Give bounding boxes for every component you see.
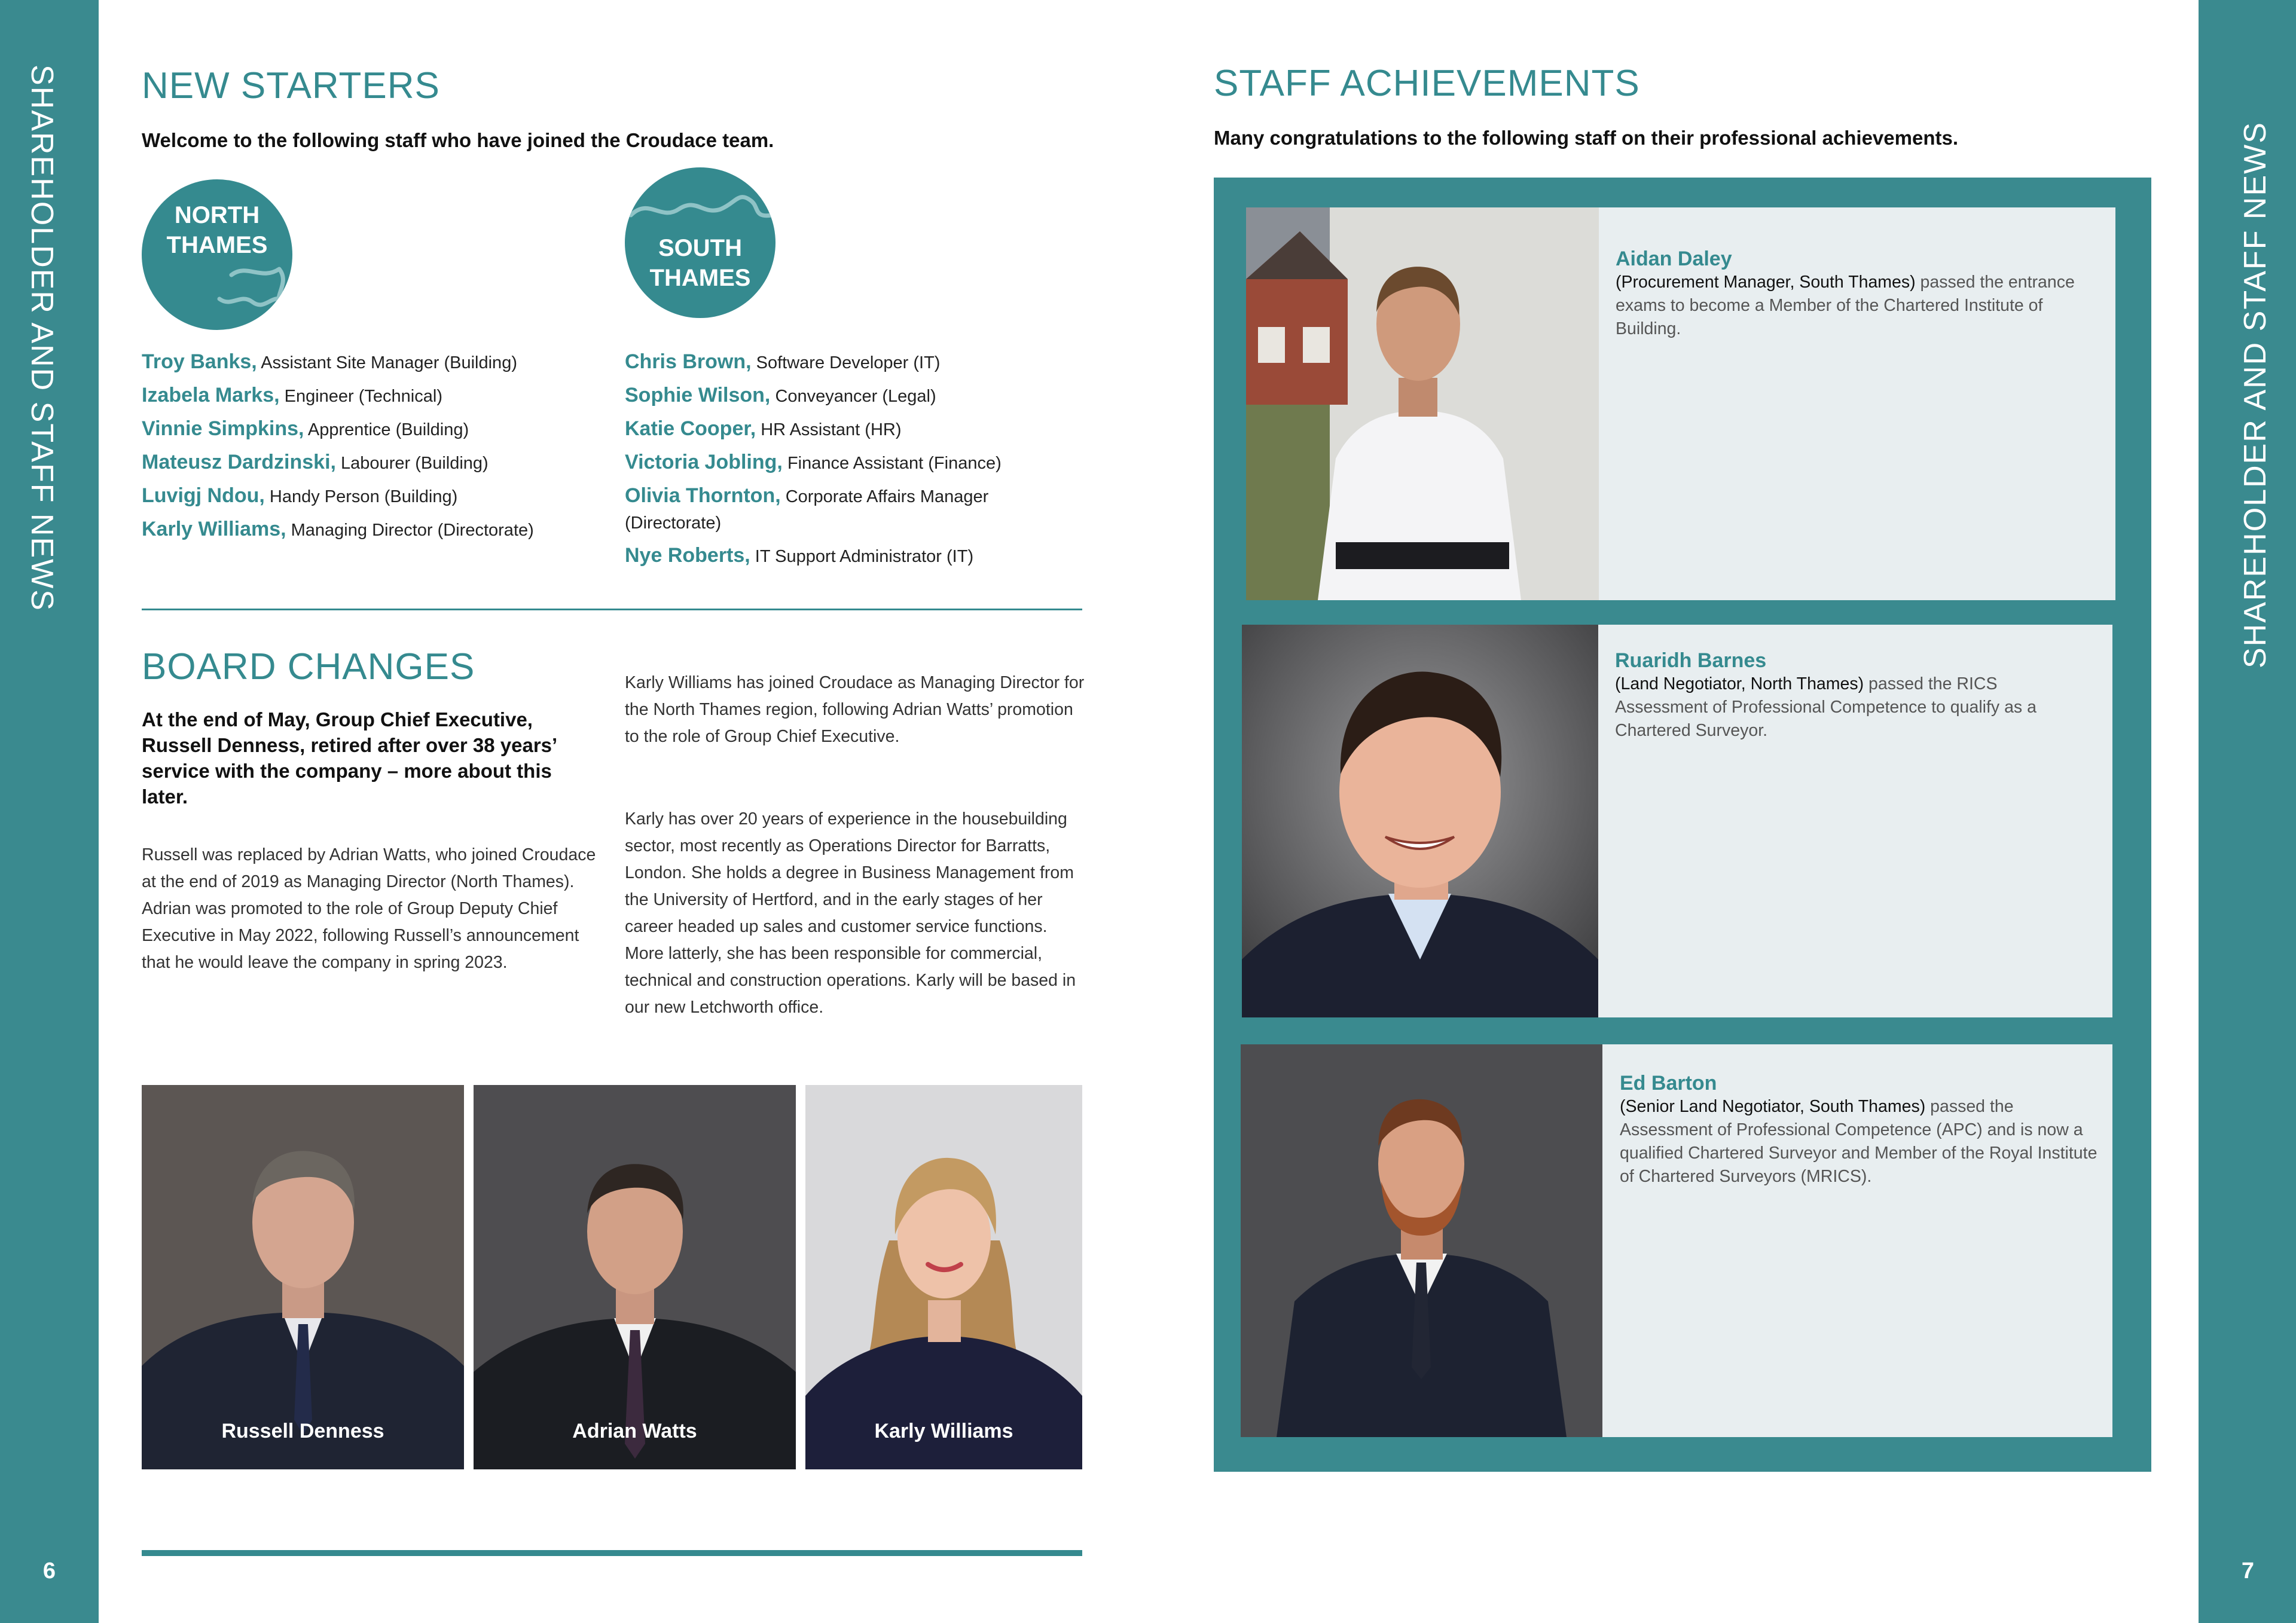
board-changes-paragraph-right-2: Karly has over 20 years of experience in the housebuilding sector, most recently as Operations Director for Barratts, London. She holds a degree in Business Management from the University of Hertford, and in the early stages of her career headed up sales and customer service functions. More latterly, she has been responsible for commercial, technical and construction operations. Karly will be based in our new Letchworth office. (625, 809, 1076, 1017)
achievement-text-ruaridh-barnes: Ruaridh Barnes (Land Negotiator, North Thames) passed the RICS Assessment of Professional Competence to qualify as a Chartered Surveyor. (1615, 649, 2093, 742)
north-badge-line-2: THAMES (166, 232, 268, 258)
photo-ruaridh-barnes (1242, 625, 1598, 1017)
portrait-man-icon (1242, 625, 1598, 1017)
right-side-band (2199, 0, 2296, 1623)
list-item: Karly Williams, Managing Director (Directorate) (142, 518, 534, 540)
caption-adrian-watts: Adrian Watts (572, 1420, 697, 1442)
list-item: Victoria Jobling, Finance Assistant (Finance) (625, 451, 1002, 473)
list-item: Izabela Marks, Engineer (Technical) (142, 384, 442, 406)
right-band-title: SHAREHOLDER AND STAFF NEWS (2238, 121, 2273, 668)
north-thames-badge (142, 179, 292, 330)
achievement-card-ed-barton (1241, 1044, 2112, 1437)
caption-russell-denness: Russell Denness (221, 1420, 384, 1442)
list-item: Nye Roberts, IT Support Administrator (IT) (625, 544, 974, 567)
photo-karly-williams (805, 1085, 1082, 1469)
photo-ed-barton (1241, 1044, 1602, 1437)
page-number-right: 7 (2241, 1558, 2255, 1584)
list-item: Vinnie Simpkins, Apprentice (Building) (142, 417, 469, 440)
list-item: Troy Banks, Assistant Site Manager (Building) (142, 350, 517, 373)
board-changes-paragraph-left: Russell was replaced by Adrian Watts, who joined Croudace at the end of 2019 as Managing Director (North Thames). Adrian was promoted to the role of Group Deputy Chief Executive in May 2022, following Russell’s announcement that he would leave the company in spring 2023. (142, 845, 596, 972)
achievement-name: Aidan Daley (1616, 247, 1732, 270)
board-changes-heading: BOARD CHANGES (142, 646, 475, 687)
list-item: Sophie Wilson, Conveyancer (Legal) (625, 384, 936, 406)
list-item: Katie Cooper, HR Assistant (HR) (625, 417, 902, 440)
south-badge-line-1: SOUTH (658, 235, 742, 261)
list-item: Mateusz Dardzinski, Labourer (Building) (142, 451, 488, 473)
section-divider (142, 609, 1082, 610)
list-item: Chris Brown, Software Developer (IT) (625, 350, 941, 373)
achievement-card-aidan-daley (1246, 207, 2115, 600)
footer-rule (142, 1550, 1082, 1556)
board-changes-paragraph-right-1: Karly Williams has joined Croudace as Managing Director for the North Thames region, following Adrian Watts’ promotion to the role of Group Chief Executive. (625, 673, 1085, 746)
south-thames-badge (625, 167, 775, 318)
achievement-name: Ed Barton (1620, 1072, 1717, 1095)
north-badge-line-1: NORTH (174, 202, 260, 228)
staff-achievements-heading: STAFF ACHIEVEMENTS (1214, 63, 1640, 104)
board-changes-intro: At the end of May, Group Chief Executive, Russell Denness, retired after over 38 years’ service with the company – more about this later. (142, 708, 557, 808)
achievements-panel (1214, 178, 2151, 1472)
south-starters-list (625, 349, 1067, 576)
left-band-title: SHAREHOLDER AND STAFF NEWS (25, 65, 59, 612)
achievement-card-ruaridh-barnes (1242, 625, 2112, 1017)
north-starters-list (142, 349, 596, 549)
new-starters-heading: NEW STARTERS (142, 65, 440, 106)
portrait-man-icon (474, 1085, 796, 1469)
achievement-name: Ruaridh Barnes (1615, 649, 1767, 672)
portrait-man-icon (1246, 207, 1599, 600)
caption-karly-williams: Karly Williams (874, 1420, 1013, 1442)
photo-russell-denness (142, 1085, 464, 1469)
list-item: Luvigj Ndou, Handy Person (Building) (142, 484, 458, 507)
portrait-man-icon (1241, 1044, 1602, 1437)
page-number-left: 6 (42, 1558, 56, 1584)
portrait-woman-icon (805, 1085, 1082, 1469)
photo-aidan-daley (1246, 207, 1599, 600)
achievement-text-ed-barton: Ed Barton (Senior Land Negotiator, South Thames) passed the Assessment of Professional Competence (APC) and is now a qualified Chartered Surveyor and Member of the Royal Institute of Chartered Surveyors (MRICS). (1620, 1072, 2097, 1186)
achievement-text-aidan-daley: Aidan Daley (Procurement Manager, South Thames) passed the entrance exams to become a Member of the Chartered Institute of Building. (1616, 247, 2094, 341)
photo-adrian-watts (474, 1085, 796, 1469)
list-item: Olivia Thornton, Corporate Affairs Manager (Directorate) (625, 484, 989, 533)
south-badge-line-2: THAMES (649, 265, 751, 291)
left-side-band (0, 0, 99, 1623)
staff-achievements-intro: Many congratulations to the following staff on their professional achievements. (1214, 127, 1958, 149)
new-starters-intro: Welcome to the following staff who have joined the Croudace team. (142, 129, 774, 151)
portrait-man-icon (142, 1085, 464, 1469)
